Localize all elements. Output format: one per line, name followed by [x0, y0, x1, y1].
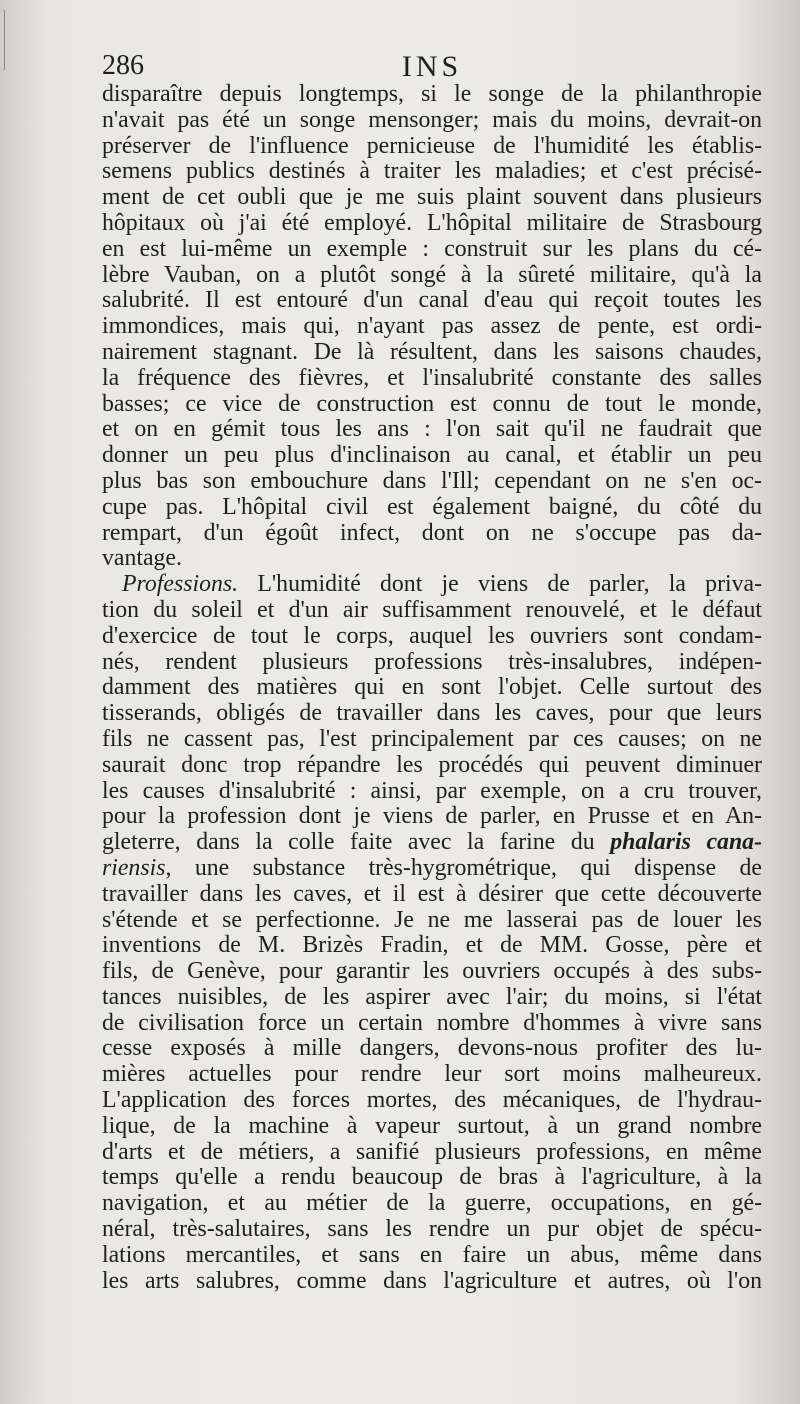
text-line: [102, 159, 762, 185]
text-segment: nairement stagnant. De là résultent, dans les saisons chaudes,: [102, 339, 762, 365]
text-line: [102, 237, 762, 263]
text-line: [102, 804, 762, 830]
text-line: [102, 908, 762, 934]
page-number: 286: [102, 50, 144, 81]
text-line: [102, 985, 762, 1011]
text-segment: tances nuisibles, de les aspirer avec l'air; du moins, si l'état: [102, 984, 762, 1010]
text-line: [102, 598, 762, 624]
text-segment: fils ne cassent pas, l'est principalement par ces causes; on ne: [102, 726, 762, 752]
text-segment: et on en gémit tous les ans : l'on sait qu'il ne faudrait que: [102, 417, 762, 443]
text-line: [102, 108, 762, 134]
text-segment: cupe pas. L'hôpital civil est également baigné, du côté du: [102, 494, 762, 520]
text-segment: de civilisation force un certain nombre d'hommes à vivre sans: [102, 1010, 762, 1036]
text-line: [102, 1114, 762, 1140]
text-line: [102, 417, 762, 443]
text-segment: ment de cet oubli que je me suis plaint souvent dans plusieurs: [102, 185, 762, 211]
text-segment: gleterre, dans la colle faite avec la farine du: [102, 830, 611, 856]
text-segment: hôpitaux où j'ai été employé. L'hôpital militaire de Strasbourg: [102, 210, 762, 236]
text-segment: L'humidité dont je viens de parler, la priva-: [238, 572, 762, 598]
text-line: [102, 933, 762, 959]
text-line: [102, 82, 762, 108]
text-line: [102, 469, 762, 495]
text-segment: damment des matières qui en sont l'objet. Celle surtout des: [102, 675, 762, 701]
text-segment: semens publics destinés à traiter les maladies; et c'est précisé-: [102, 159, 762, 185]
text-segment: donner un peu plus d'inclinaison au canal, et établir un peu: [102, 443, 762, 469]
text-segment: basses; ce vice de construction est connu de tout le monde,: [102, 391, 762, 417]
text-line: [102, 830, 762, 856]
text-line: [102, 779, 762, 805]
text-line: [102, 288, 762, 314]
text-segment: mières actuelles pour rendre leur sort moins malheureux.: [102, 1062, 762, 1088]
text-line: [102, 1011, 762, 1037]
italic-term: riensis: [102, 855, 166, 881]
text-segment: vantage.: [102, 546, 182, 572]
text-line: [102, 856, 762, 882]
text-line: [102, 340, 762, 366]
text-segment: disparaître depuis longtemps, si le songe de la philanthropie: [102, 82, 762, 107]
text-line: [102, 701, 762, 727]
text-segment: les causes d'insalubrité : ainsi, par exemple, on a cru trouver,: [102, 778, 762, 804]
text-line: [102, 675, 762, 701]
text-line: [102, 727, 762, 753]
text-line: [102, 263, 762, 289]
italic-term: phalaris cana-: [610, 830, 762, 856]
text-line: [102, 1165, 762, 1191]
text-segment: fils, de Genève, pour garantir les ouvriers occupés à des subs-: [102, 959, 762, 985]
text-segment: pour la profession dont je viens de parler, en Prusse et en An-: [102, 804, 762, 830]
text-segment: salubrité. Il est entouré d'un canal d'eau qui reçoit toutes les: [102, 288, 762, 314]
text-segment: lique, de la machine à vapeur surtout, à un grand nombre: [102, 1113, 762, 1139]
text-line: [102, 1140, 762, 1166]
text-line: [102, 521, 762, 547]
text-line: [102, 211, 762, 237]
text-line: [102, 624, 762, 650]
body-text: [102, 82, 762, 1294]
text-segment: d'arts et de métiers, a sanifié plusieurs professions, en même: [102, 1139, 762, 1165]
text-line: [102, 753, 762, 779]
text-segment: préserver de l'influence pernicieuse de l'humidité les établis-: [102, 133, 762, 159]
text-line: [102, 572, 762, 598]
text-segment: n'avait pas été un songe mensonger; mais du moins, devrait-on: [102, 107, 762, 133]
text-segment: s'étende et se perfectionne. Je ne me lasserai pas de louer les: [102, 907, 762, 933]
text-segment: nés, rendent plusieurs professions très-insalubres, indépen-: [102, 649, 762, 675]
page-edge-shadow: [4, 10, 5, 70]
text-line: [102, 185, 762, 211]
text-segment: temps qu'elle a rendu beaucoup de bras à l'agriculture, à la: [102, 1165, 762, 1191]
running-head: INS: [401, 50, 463, 83]
text-segment: tion du soleil et d'un air suffisamment renouvelé, et le défaut: [102, 597, 762, 623]
text-segment: saurait donc trop répandre les procédés qui peuvent diminuer: [102, 752, 762, 778]
text-segment: navigation, et au métier de la guerre, occupations, en gé-: [102, 1191, 762, 1217]
text-line: [102, 882, 762, 908]
text-segment: néral, très-salutaires, sans les rendre un pur objet de spécu-: [102, 1217, 762, 1243]
text-line: [102, 1243, 762, 1269]
text-segment: la fréquence des fièvres, et l'insalubrité constante des salles: [102, 365, 762, 391]
text-line: [102, 959, 762, 985]
text-line: [102, 1088, 762, 1114]
text-segment: inventions de M. Brizès Fradin, et de MM. Gosse, père et: [102, 933, 762, 959]
text-line: [102, 314, 762, 340]
text-segment: lèbre Vauban, on a plutôt songé à la sûreté militaire, qu'à la: [102, 262, 762, 288]
text-segment: tisserands, obligés de travailler dans les caves, pour que leurs: [102, 701, 762, 727]
text-line: [102, 1191, 762, 1217]
text-segment: immondices, mais qui, n'ayant pas assez de pente, est ordi-: [102, 314, 762, 340]
text-line: [102, 443, 762, 469]
text-line: [102, 495, 762, 521]
text-line: [102, 1062, 762, 1088]
text-line: [102, 1217, 762, 1243]
text-line: [102, 392, 762, 418]
text-segment: lations mercantiles, et sans en faire un abus, même dans: [102, 1242, 762, 1268]
text-segment: , une substance très-hygrométrique, qui dispense de: [165, 855, 762, 881]
text-segment: L'application des forces mortes, des mécaniques, de l'hydrau-: [102, 1088, 762, 1114]
text-segment: les arts salubres, comme dans l'agriculture et autres, où l'on: [102, 1268, 762, 1294]
page-header: [102, 50, 762, 86]
text-line: [102, 650, 762, 676]
text-line: [102, 134, 762, 160]
text-segment: d'exercice de tout le corps, auquel les ouvriers sont condam-: [102, 623, 762, 649]
italic-term: Professions.: [122, 572, 239, 598]
text-line: [102, 546, 762, 572]
text-line: [102, 1036, 762, 1062]
text-segment: en est lui-même un exemple : construit sur les plans du cé-: [102, 236, 762, 262]
text-segment: cesse exposés à mille dangers, devons-nous profiter des lu-: [102, 1036, 762, 1062]
text-line: [102, 366, 762, 392]
text-segment: plus bas son embouchure dans l'Ill; cependant on ne s'en oc-: [102, 468, 762, 494]
text-line: [102, 1269, 762, 1295]
text-segment: rempart, d'un égoût infect, dont on ne s'occupe pas da-: [102, 520, 762, 546]
text-segment: travailler dans les caves, et il est à désirer que cette découverte: [102, 881, 762, 907]
